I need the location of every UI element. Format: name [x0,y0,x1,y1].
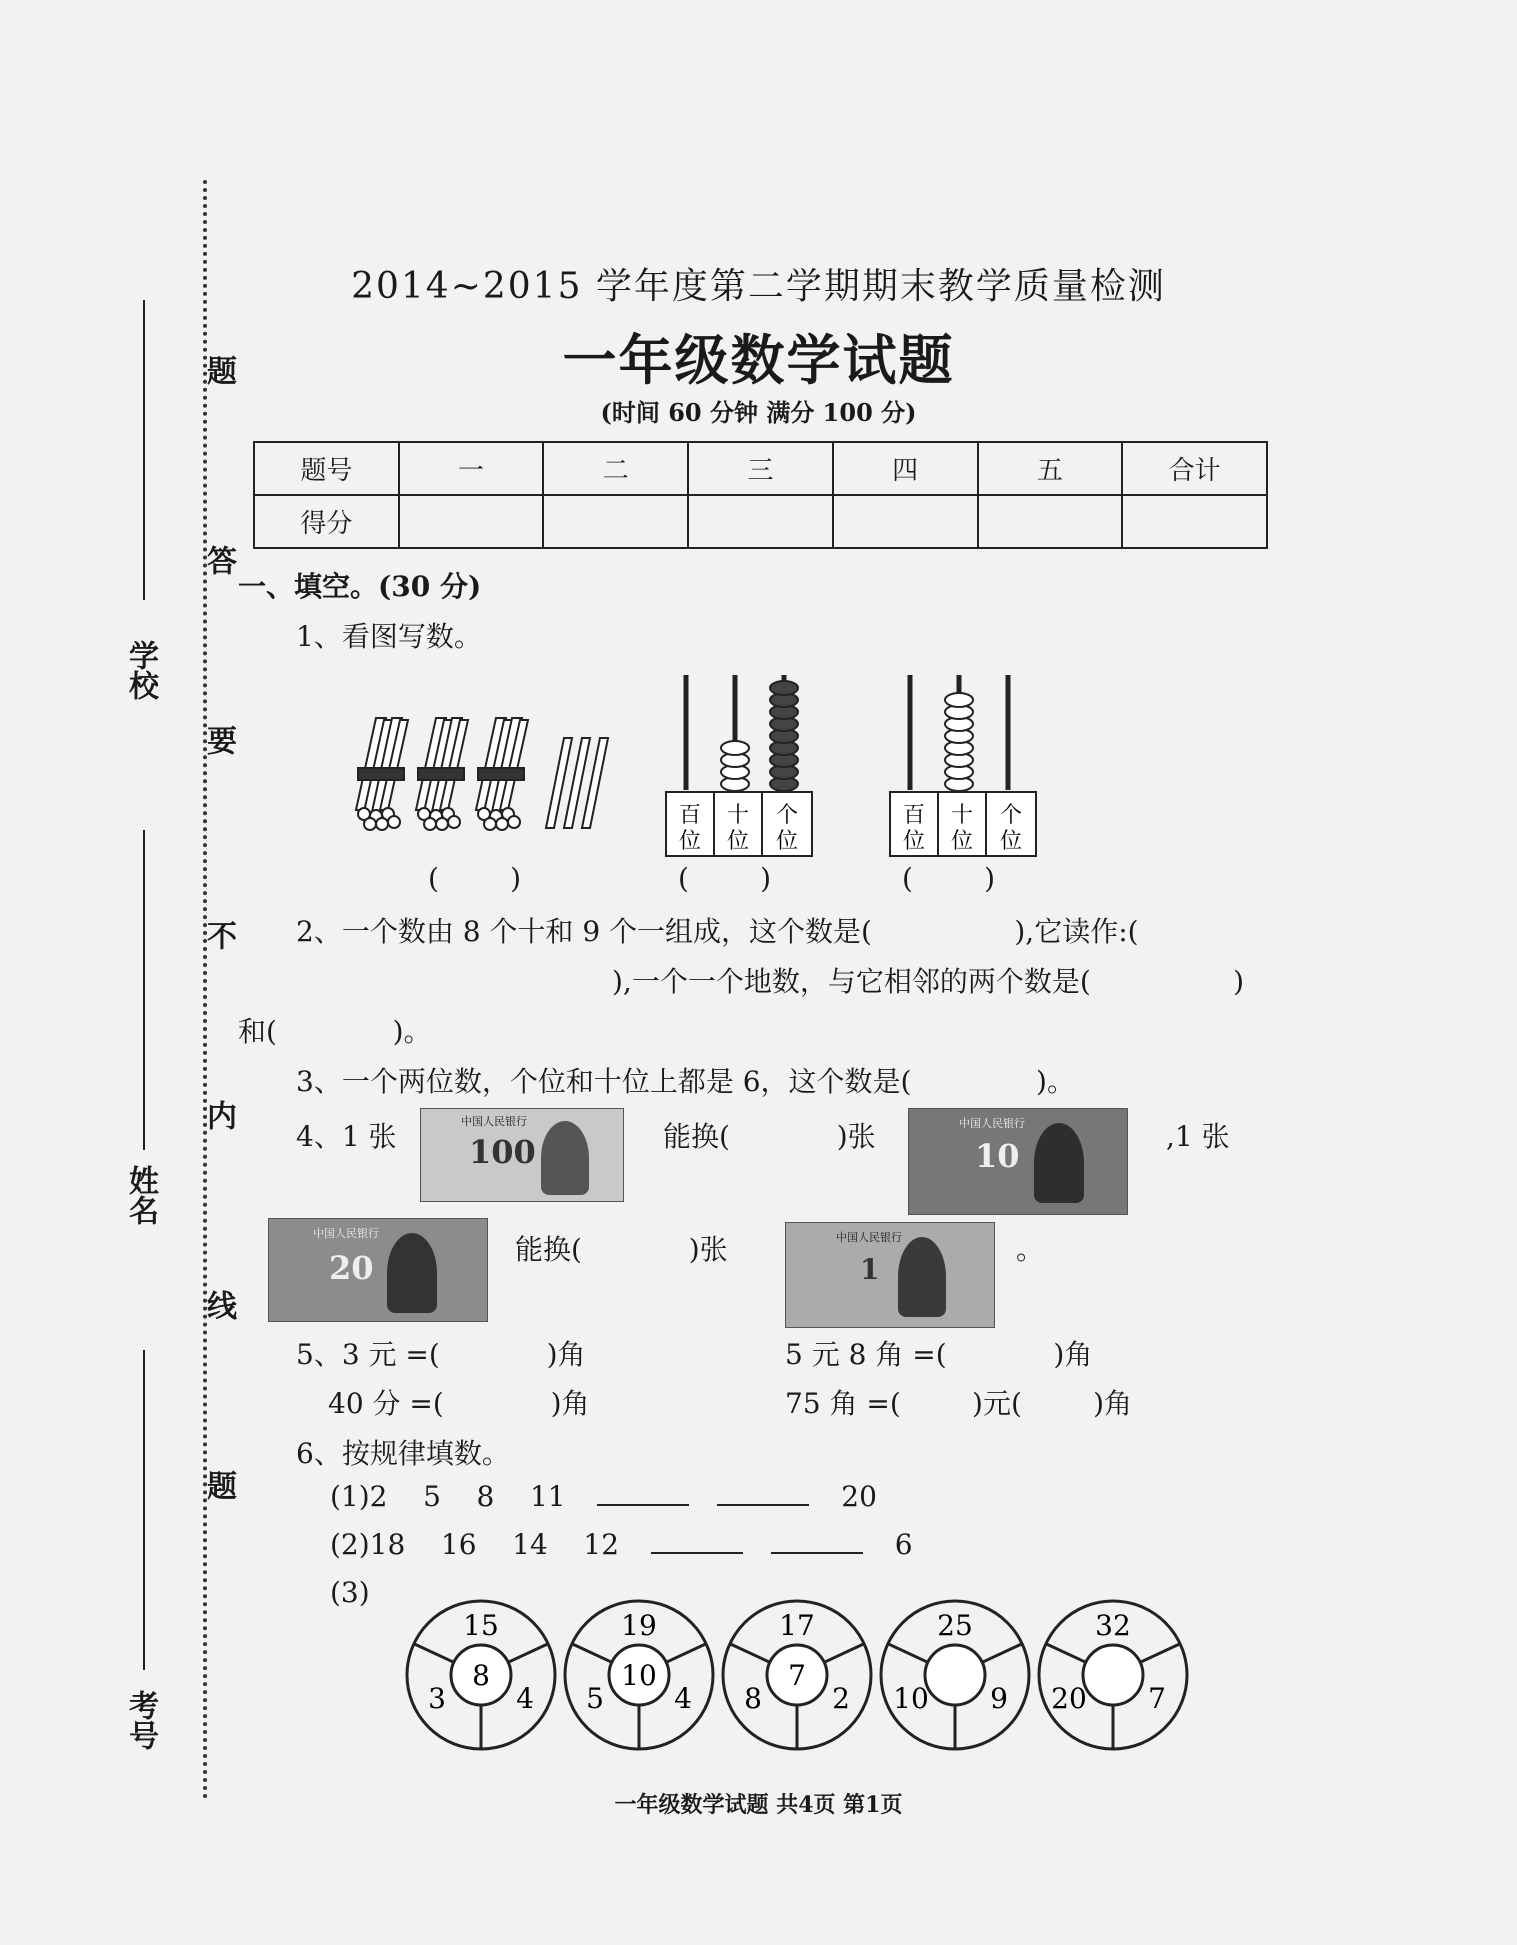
wheel-top-number: 19 [621,1609,657,1642]
question-5-c: 40 分 =( )角 [328,1387,590,1420]
score-table [253,441,1268,549]
question-4-start: 4、1 张 [296,1120,397,1153]
wheel-inner-circle [925,1645,985,1705]
banknote-100-yuan [420,1108,624,1202]
score-cell: 一 [399,442,544,495]
wheel-top-number: 25 [937,1609,973,1642]
abacus-label: 位 [726,829,750,854]
abacus-label: 位 [678,829,702,854]
exam-title-line1: 2014~2015 学年度第二学期期末教学质量检测 [351,266,1166,307]
seal-char-4: 不 [201,920,236,950]
row-label: (2) [330,1528,370,1561]
answer-blank-abacus-2[interactable]: ( ) [902,862,996,895]
exam-number-line [143,1350,145,1670]
portrait-icon [1034,1123,1084,1203]
single-sticks [546,738,608,828]
question-5-a: 5、3 元 =( )角 [296,1338,586,1371]
abacus-label: 位 [902,829,926,854]
seal-char-6: 线 [201,1290,236,1320]
seal-char-5: 内 [201,1100,236,1130]
name-line [143,830,145,1150]
seq-num: 8 [476,1480,495,1513]
abacus-1 [664,670,814,860]
bill-header: 中国人民银行 [313,1227,379,1240]
score-input-cell[interactable] [1122,495,1267,548]
number-wheel [407,1601,555,1749]
question-2-line3: 和( )。 [238,1015,432,1048]
question-4-exchange-2: 能换( )张 [515,1233,728,1266]
score-cell: 题号 [254,442,399,495]
wheel-divider [982,1644,1022,1663]
bill-value: 100 [469,1133,536,1171]
question-5-b: 5 元 8 角 =( )角 [785,1338,1093,1371]
exam-title: 一年级数学试题 [562,328,955,392]
seal-char-2: 答 [201,545,236,575]
wheel-center-number: 10 [621,1659,657,1692]
question-4-mid: ,1 张 [1166,1120,1230,1153]
stick-bundle-2 [416,718,468,830]
pattern-row-1 [330,1480,877,1513]
name-label: 姓名 [123,1165,158,1225]
bill-value: 10 [975,1137,1020,1175]
question-4-exchange-1: 能换( )张 [663,1120,876,1153]
stick-bundles-figure [348,710,628,835]
pattern-row-3-label: (3) [330,1576,370,1609]
wheel-right-number: 4 [674,1682,692,1715]
wheel-left-number: 8 [744,1682,762,1715]
abacus-label: 位 [950,829,974,854]
abacus-2 [888,670,1038,860]
wheel-right-number: 4 [516,1682,534,1715]
score-input-cell[interactable] [833,495,978,548]
wheel-right-number: 7 [1148,1682,1166,1715]
question-2-line1: 2、一个数由 8 个十和 9 个一组成，这个数是( ),它读作:( [296,915,1139,948]
answer-blank[interactable] [597,1482,689,1506]
bill-header: 中国人民银行 [461,1115,527,1128]
wheel-center-number: 7 [788,1659,806,1692]
school-label: 学校 [123,640,158,700]
score-input-cell[interactable] [543,495,688,548]
score-input-cell[interactable] [399,495,544,548]
abacus-label: 个 [775,803,799,828]
score-input-cell[interactable] [688,495,833,548]
wheel-center-number: 8 [472,1659,490,1692]
answer-blank-abacus-1[interactable]: ( ) [678,862,772,895]
answer-blank[interactable] [651,1530,743,1554]
question-1: 1、看图写数。 [296,620,482,653]
portrait-icon [541,1121,589,1195]
abacus-label: 位 [999,829,1023,854]
score-cell: 得分 [254,495,399,548]
answer-blank[interactable] [771,1530,863,1554]
section-heading: 一、填空。(30 分) [238,570,482,603]
banknote-20-yuan [268,1218,488,1322]
wheel-left-number: 3 [428,1682,446,1715]
wheel-left-number: 10 [893,1682,929,1715]
wheel-divider [666,1644,706,1663]
score-cell: 三 [688,442,833,495]
number-wheel [565,1601,713,1749]
portrait-icon [898,1237,946,1317]
page-footer: 一年级数学试题 共4页 第1页 [614,1792,903,1818]
wheel-divider [1046,1644,1086,1663]
wheel-divider [888,1644,928,1663]
abacus-label: 位 [775,829,799,854]
stick-bundle-3 [476,718,528,830]
score-input-cell[interactable] [978,495,1123,548]
wheel-top-number: 17 [779,1609,815,1642]
abacus-label: 百 [678,803,702,828]
answer-blank[interactable] [717,1482,809,1506]
question-5-d: 75 角 =( )元( )角 [785,1387,1132,1420]
row-label: (1) [330,1480,370,1513]
seq-num: 12 [583,1528,620,1561]
seal-char-3: 要 [201,725,236,755]
question-6: 6、按规律填数。 [296,1437,510,1470]
abacus-label: 百 [902,803,926,828]
wheel-divider [824,1644,864,1663]
wheel-inner-circle [1083,1645,1143,1705]
abacus-label: 个 [999,803,1023,828]
seq-num: 18 [369,1528,406,1561]
score-table-score-row [254,495,1267,548]
score-cell: 四 [833,442,978,495]
exam-number-label: 考号 [123,1690,158,1750]
number-wheels [405,1598,1195,1753]
wheel-divider [572,1644,612,1663]
wheel-divider [730,1644,770,1663]
question-3: 3、一个两位数，个位和十位上都是 6，这个数是( )。 [296,1065,1075,1098]
seq-num: 16 [440,1528,477,1561]
score-cell: 二 [543,442,688,495]
wheel-divider [508,1644,548,1663]
wheel-left-number: 5 [586,1682,604,1715]
portrait-icon [387,1233,437,1313]
seq-num: 6 [894,1528,913,1561]
seq-num: 2 [369,1480,388,1513]
bill-value: 20 [329,1249,374,1287]
wheel-divider [414,1644,454,1663]
question-4-end: 。 [1016,1233,1045,1266]
answer-blank-sticks[interactable]: ( ) [428,862,522,895]
score-table-header-row [254,442,1267,495]
wheel-right-number: 9 [990,1682,1008,1715]
wheel-top-number: 15 [463,1609,499,1642]
wheel-top-number: 32 [1095,1609,1131,1642]
seq-num: 5 [423,1480,441,1513]
abacus-label: 十 [950,803,974,828]
number-wheel [723,1601,871,1749]
bill-header: 中国人民银行 [836,1231,902,1244]
seal-char-7: 题 [201,1470,236,1500]
bill-value: 1 [860,1253,880,1286]
score-cell: 合计 [1122,442,1267,495]
seq-num: 20 [841,1480,877,1513]
seq-num: 14 [512,1528,548,1561]
bill-header: 中国人民银行 [959,1117,1025,1130]
score-cell: 五 [978,442,1123,495]
question-2-line2: ),一个一个地数，与它相邻的两个数是( ) [612,965,1245,998]
seal-char-1: 题 [201,355,236,385]
number-wheel [1039,1601,1187,1749]
wheel-right-number: 2 [832,1682,850,1715]
pattern-row-2 [330,1528,913,1561]
number-wheel [881,1601,1029,1749]
abacus-label: 十 [726,803,750,828]
exam-time-score: (时间 60 分钟 满分 100 分) [600,398,917,427]
wheel-left-number: 20 [1051,1682,1087,1715]
stick-bundle-1 [356,718,408,830]
wheel-divider [1140,1644,1180,1663]
banknote-10-yuan [908,1108,1128,1215]
seq-num: 11 [529,1480,566,1513]
banknote-1-yuan [785,1222,995,1328]
